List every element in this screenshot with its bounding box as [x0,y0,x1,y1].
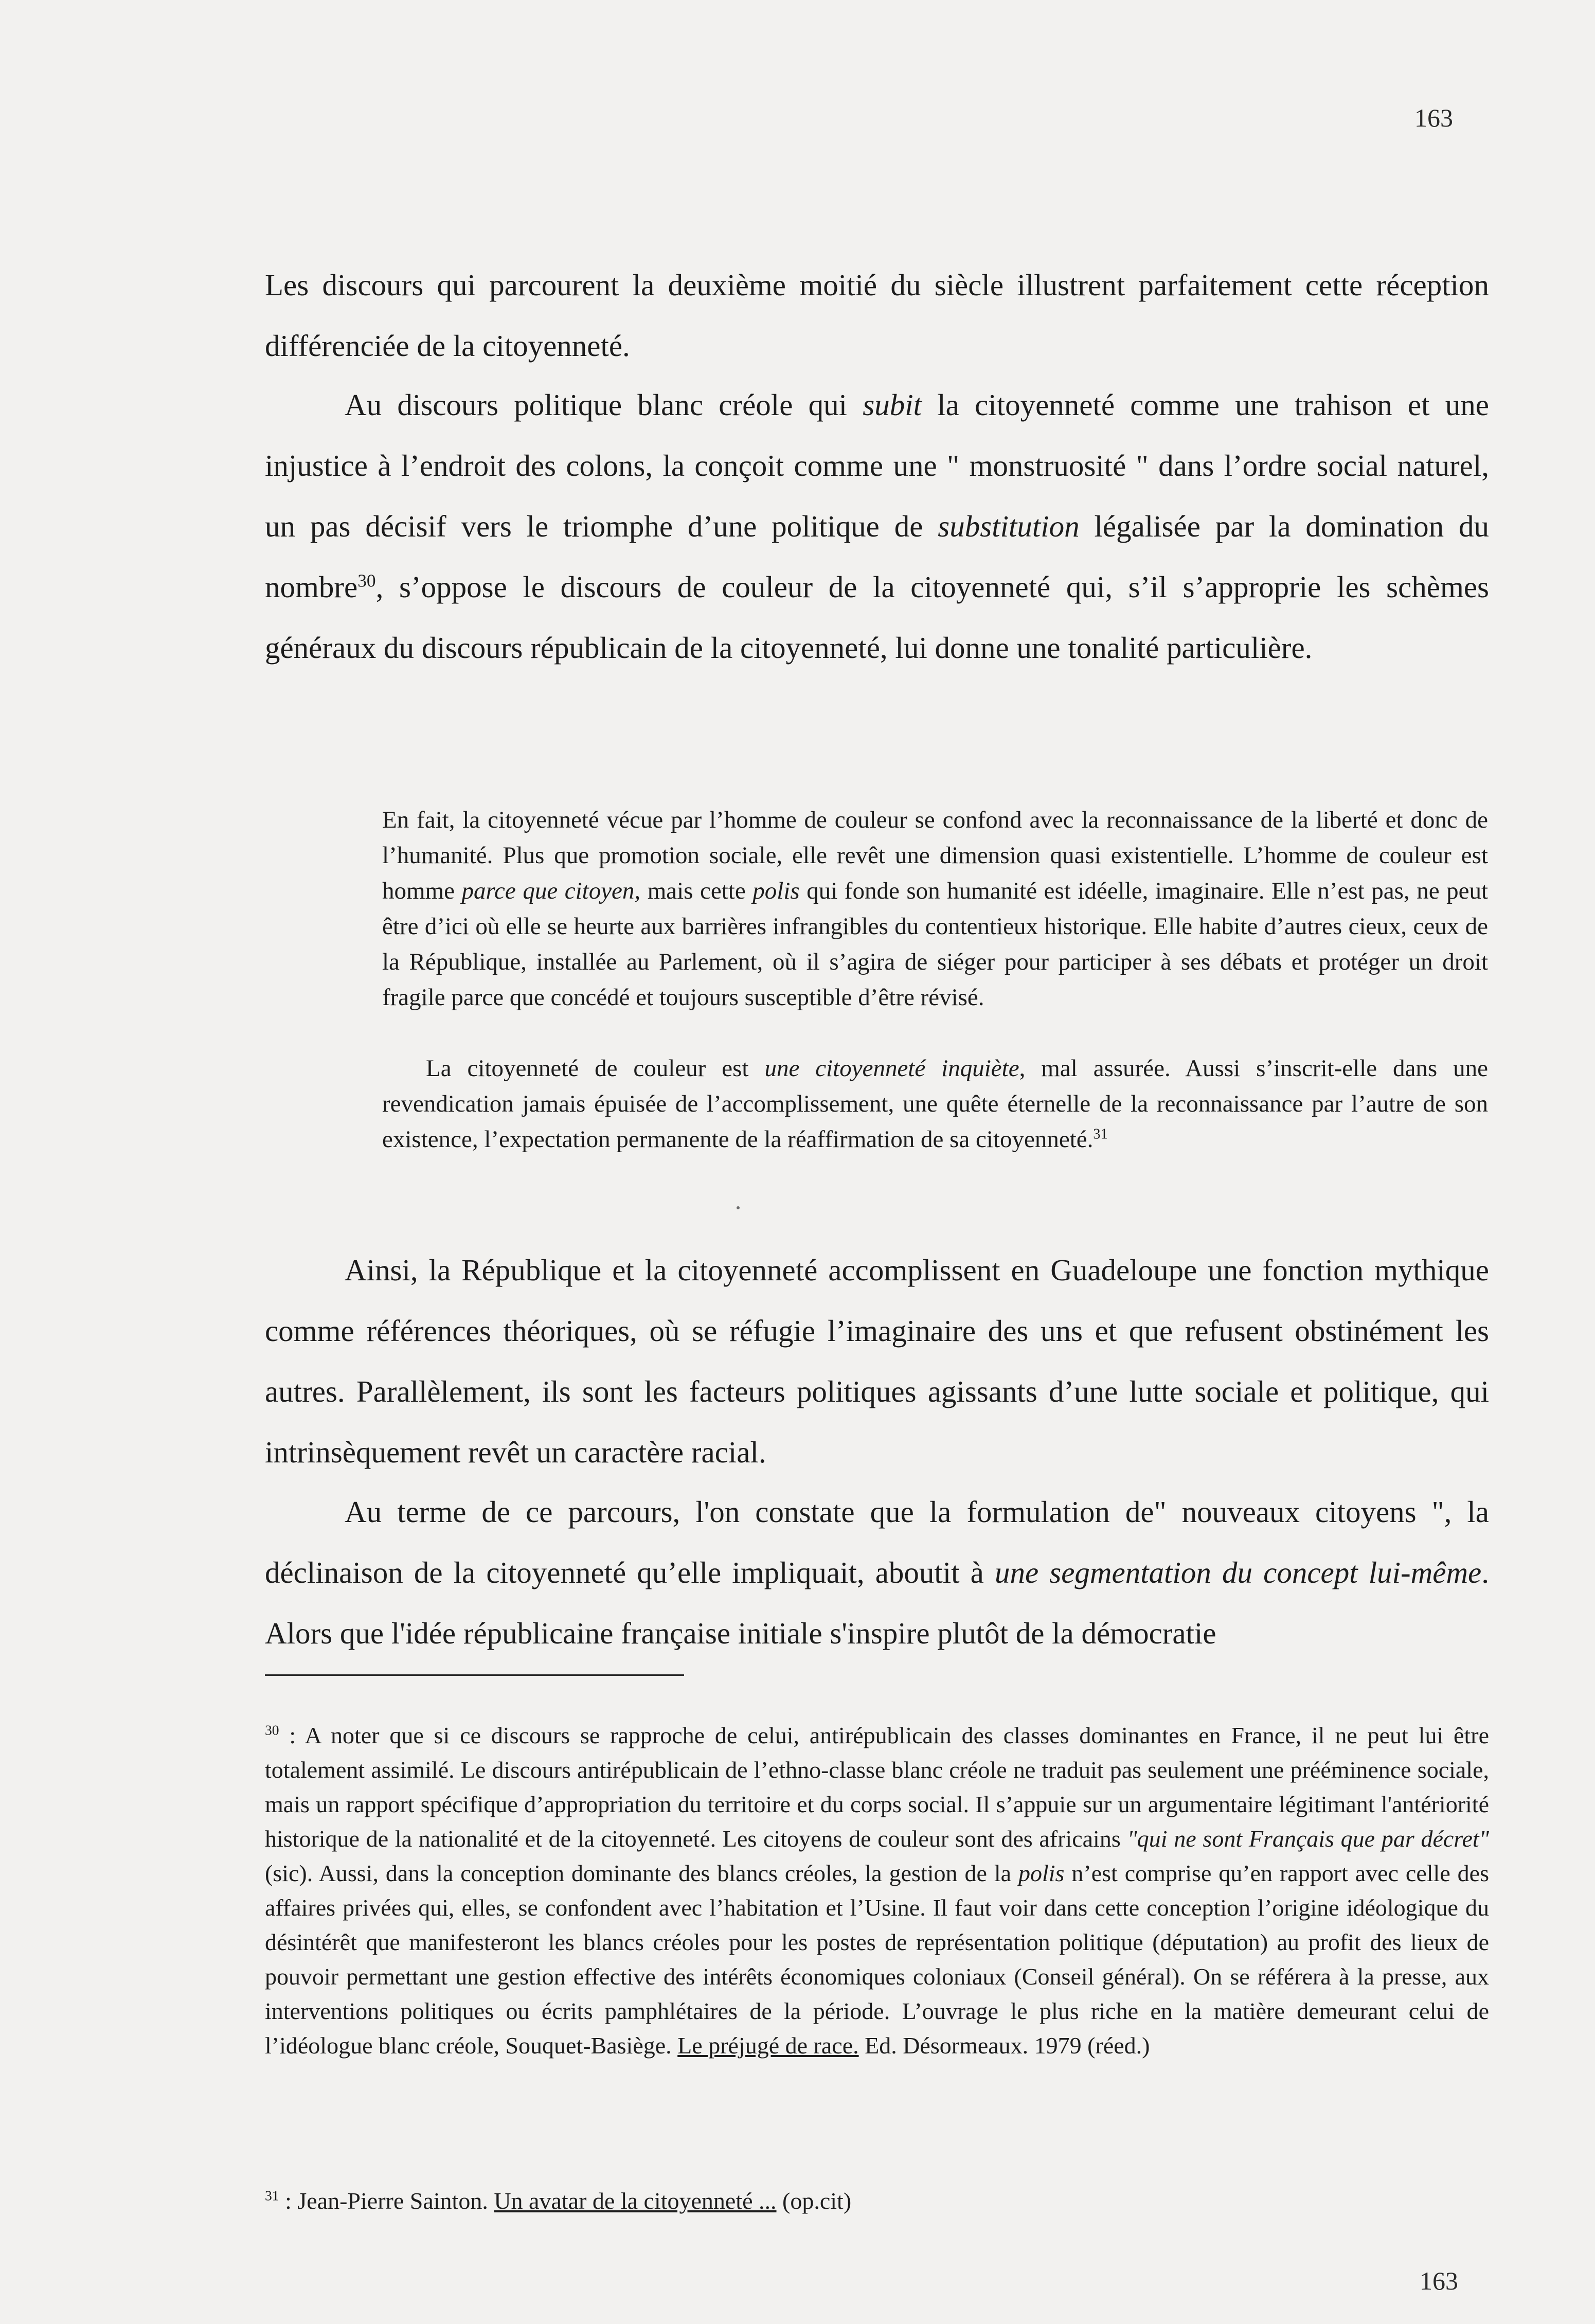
footnote-ref-31: 31 [1093,1126,1108,1142]
scan-speck [737,1206,740,1209]
footnote-30: $^{30}$ : A noter que si ce discours se rapproche de celui, antirépublicain des classes dominantes en France, il ne peut lui être totalement assimilé. Le discours antirépublicain de l’ethno-classe blanc créole ne traduit pas seulement une prééminence sociale, mais un rapport spécifique d’appropriation du territoire et du corps social. Il s’appuie sur un argumentaire légitimant l'antériorité historique de la nationalité et de la citoyenneté. Les citoyens de couleur sont des africains "qui ne sont Français que par décret" (sic). Aussi, dans la conception dominante des blancs créoles, la gestion de la polis n’est comprise qu’en rapport avec celle des affaires privées qui, elles, se confondent avec l’habitation et l’Usine. Il faut voir dans cette conception l’origine idéologique du désintérêt que manifesteront les blancs créoles pour les postes de représentation politique (députation) au profit des lieux de pouvoir permettant une gestion effective des intérêts économiques coloniaux (Conseil général). On se référera à la presse, aux interventions politiques ou écrits pamphlétaires de la période. L’ouvrage le plus riche en la matière demeurant celui de l’idéologue blanc créole, Souquet-Basiège. Le préjugé de race. Ed. Désormeaux. 1979 (réed.) [265,1722,1490,2059]
paragraph-3: Ainsi, la République et la citoyenneté accomplissent en Guadeloupe une fonction mythique comme références théoriques, où se réfugie l’imaginaire des uns et que refusent obstinément les autres. Parallèlement, ils sont les facteurs politiques agissants d’une lutte sociale et politique, qui intrinsèquement revêt un caractère racial. [265,1253,1489,1469]
block-quote-1: En fait, la citoyenneté vécue par l’homme de couleur se confond avec la reconnaissance de la liberté et donc de l’humanité. Plus que promotion sociale, elle revêt une dimension quasi existentielle. L’homme de couleur est homme parce que citoyen, mais cette polis qui fonde son humanité est idéelle, imaginaire. Elle n’est pas, ne peut être d’ici où elle se heurte aux barrières infrangibles du contentieux historique. Elle habite d’autres cieux, ceux de la République, installée au Parlement, où il s’agira de siéger pour participer à ses débats et protéger un droit fragile parce que concédé et toujours susceptible d’être révisé. [382,807,1489,1011]
paragraph-4: Au terme de ce parcours, l'on constate que la formulation de" nouveaux citoyens ", la déclinaison de la citoyenneté qu’elle impliquait, aboutit à une segmentation du concept lui-même. Alors que l'idée républicaine française initiale s'inspire plutôt de la démocratie [265,1495,1489,1650]
paragraph-1: Les discours qui parcourent la deuxième moitié du siècle illustrent parfaitement cette réception différenciée de la citoyenneté. [265,268,1489,363]
block-quote-2: La citoyenneté de couleur est une citoyenneté inquiète, mal assurée. Aussi s’inscrit-elle dans une revendication jamais épuisée de l’accomplissement, une quête éternelle de la reconnaissance par l’autre de son existence, l’expectation permanente de la réaffirmation de sa citoyenneté.$^{31}$ [382,1055,1488,1153]
footnote-separator [265,1674,684,1676]
page-number-bottom: 163 [1420,2266,1458,2295]
footnote-ref-30: 30 [357,570,376,591]
paragraph-2: Au discours politique blanc créole qui subit la citoyenneté comme une trahison et une injustice à l’endroit des colons, la conçoit comme une " monstruosité " dans l’ordre social naturel, un pas décisif vers le triomphe d’une politique de substitution légalisée par la domination du nombre$^{30}$, s’oppose le discours de couleur de la citoyenneté qui, s’il s’approprie les schèmes généraux du discours républicain de la citoyenneté, lui donne une tonalité particulière. [265,388,1490,665]
page-number-top: 163 [1414,103,1453,132]
footnote-31: $^{31}$ : Jean-Pierre Sainton. Un avatar de la citoyenneté ... (op.cit) [265,2187,852,2214]
